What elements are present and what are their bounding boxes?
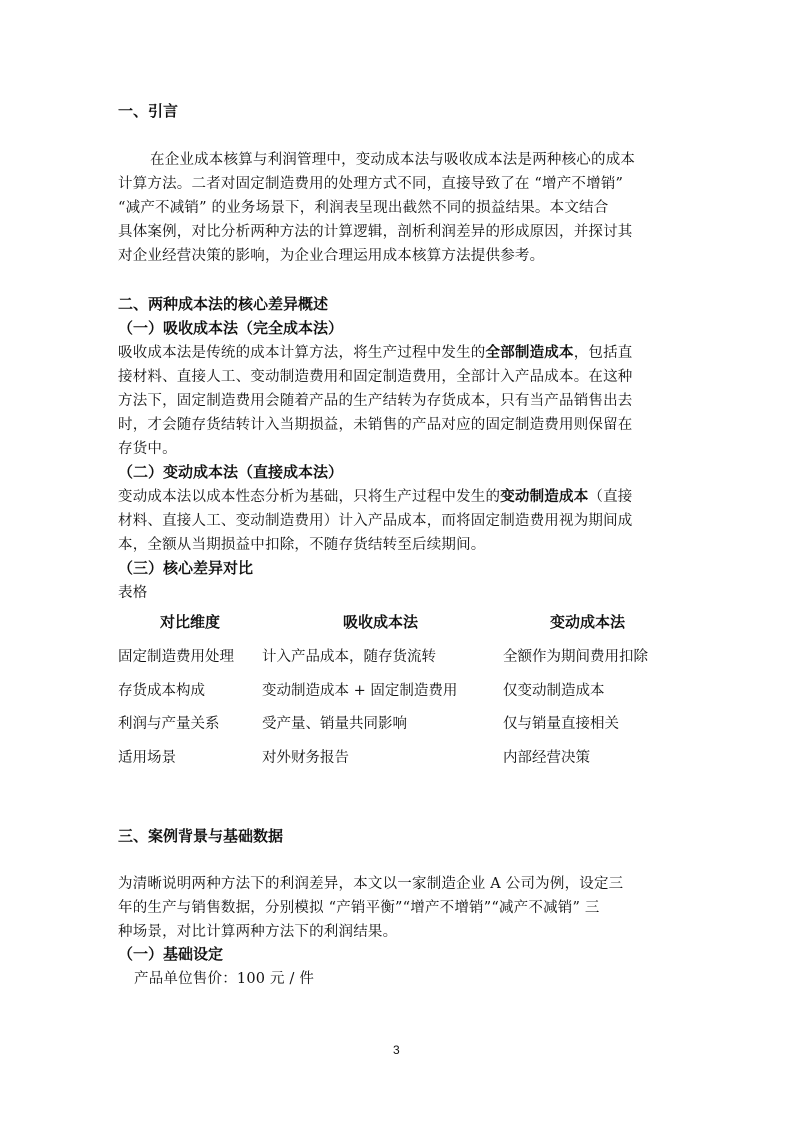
table-header-variable: 变动成本法 bbox=[550, 613, 626, 631]
sec3-line-3: 种场景，对比计算两种方法下的利润结果。 bbox=[118, 924, 398, 940]
table-cell: 存货成本构成 bbox=[118, 683, 205, 699]
sec2-sub1-line-1: 吸收成本法是传统的成本计算方法，将生产过程中发生的全部制造成本，包括直 bbox=[118, 345, 633, 361]
sec1-line-2: 计算方法。二者对固定制造费用的处理方式不同，直接导致了在 “增产不增销” bbox=[118, 176, 624, 192]
sec2-sub1-line-2: 接材料、直接人工、变动制造费用和固定制造费用，全部计入产品成本。在这种 bbox=[118, 369, 633, 385]
sec2-sub1-line-4: 时，才会随存货结转计入当期损益，未销售的产品对应的固定制造费用则保留在 bbox=[118, 417, 633, 433]
table-header-absorption: 吸收成本法 bbox=[343, 613, 419, 631]
section-1-title: 一、引言 bbox=[118, 102, 179, 120]
sec2-sub1-line-3: 方法下，固定制造费用会随着产品的生产结转为存货成本，只有当产品销售出去 bbox=[118, 393, 633, 409]
sec2-sub3-title: （三）核心差异对比 bbox=[118, 559, 254, 577]
page-number: 3 bbox=[393, 1043, 400, 1057]
table-caption: 表格 bbox=[118, 585, 148, 601]
table-cell: 计入产品成本，随存货流转 bbox=[262, 649, 436, 665]
section-2-title: 二、两种成本法的核心差异概述 bbox=[118, 295, 329, 313]
emphasis-variable-manufacturing-cost: 变动制造成本 bbox=[500, 489, 589, 505]
table-cell: 变动制造成本 + 固定制造费用 bbox=[262, 683, 458, 699]
table-cell: 仅与销量直接相关 bbox=[503, 716, 619, 732]
sec1-line-1: 在企业成本核算与利润管理中，变动成本法与吸收成本法是两种核心的成本 bbox=[150, 152, 636, 168]
table-cell: 内部经营决策 bbox=[503, 750, 590, 766]
table-cell: 对外财务报告 bbox=[262, 750, 349, 766]
table-header-dimension: 对比维度 bbox=[160, 613, 221, 631]
sec1-line-4: 具体案例，对比分析两种方法的计算逻辑，剖析利润差异的形成原因，并探讨其 bbox=[118, 224, 633, 240]
sec1-line-3: “减产不减销” 的业务场景下，利润表呈现出截然不同的损益结果。本文结合 bbox=[118, 200, 609, 216]
sec2-sub2-line-2: 材料、直接人工、变动制造费用）计入产品成本，而将固定制造费用视为期间成 bbox=[118, 513, 633, 529]
table-cell: 固定制造费用处理 bbox=[118, 649, 234, 665]
sec2-sub1-title: （一）吸收成本法（完全成本法） bbox=[118, 319, 344, 337]
table-cell: 受产量、销量共同影响 bbox=[262, 716, 407, 732]
table-cell: 全额作为期间费用扣除 bbox=[503, 649, 648, 665]
sec1-line-5: 对企业经营决策的影响，为企业合理运用成本核算方法提供参考。 bbox=[118, 248, 545, 264]
sec3-sub1-title: （一）基础设定 bbox=[118, 945, 224, 963]
sec2-sub2-title: （二）变动成本法（直接成本法） bbox=[118, 463, 344, 481]
sec2-sub2-line-3: 本，全额从当期损益中扣除，不随存货结转至后续期间。 bbox=[118, 537, 486, 553]
sec3-line-2: 年的生产与销售数据，分别模拟 “产销平衡”“增产不增销”“减产不减销” 三 bbox=[118, 900, 600, 916]
sec2-sub1-line-5: 存货中。 bbox=[118, 441, 177, 457]
emphasis-full-manufacturing-cost: 全部制造成本 bbox=[485, 345, 574, 361]
sec3-line-1: 为清晰说明两种方法下的利润差异，本文以一家制造企业 A 公司为例，设定三 bbox=[118, 876, 624, 892]
sec2-sub2-line-1: 变动成本法以成本性态分析为基础，只将生产过程中发生的变动制造成本（直接 bbox=[118, 489, 633, 505]
table-cell: 仅变动制造成本 bbox=[503, 683, 605, 699]
table-cell: 适用场景 bbox=[118, 750, 176, 766]
sec3-sub1-item: 产品单位售价：100 元 / 件 bbox=[134, 971, 315, 987]
table-cell: 利润与产量关系 bbox=[118, 716, 220, 732]
section-3-title: 三、案例背景与基础数据 bbox=[118, 827, 284, 845]
